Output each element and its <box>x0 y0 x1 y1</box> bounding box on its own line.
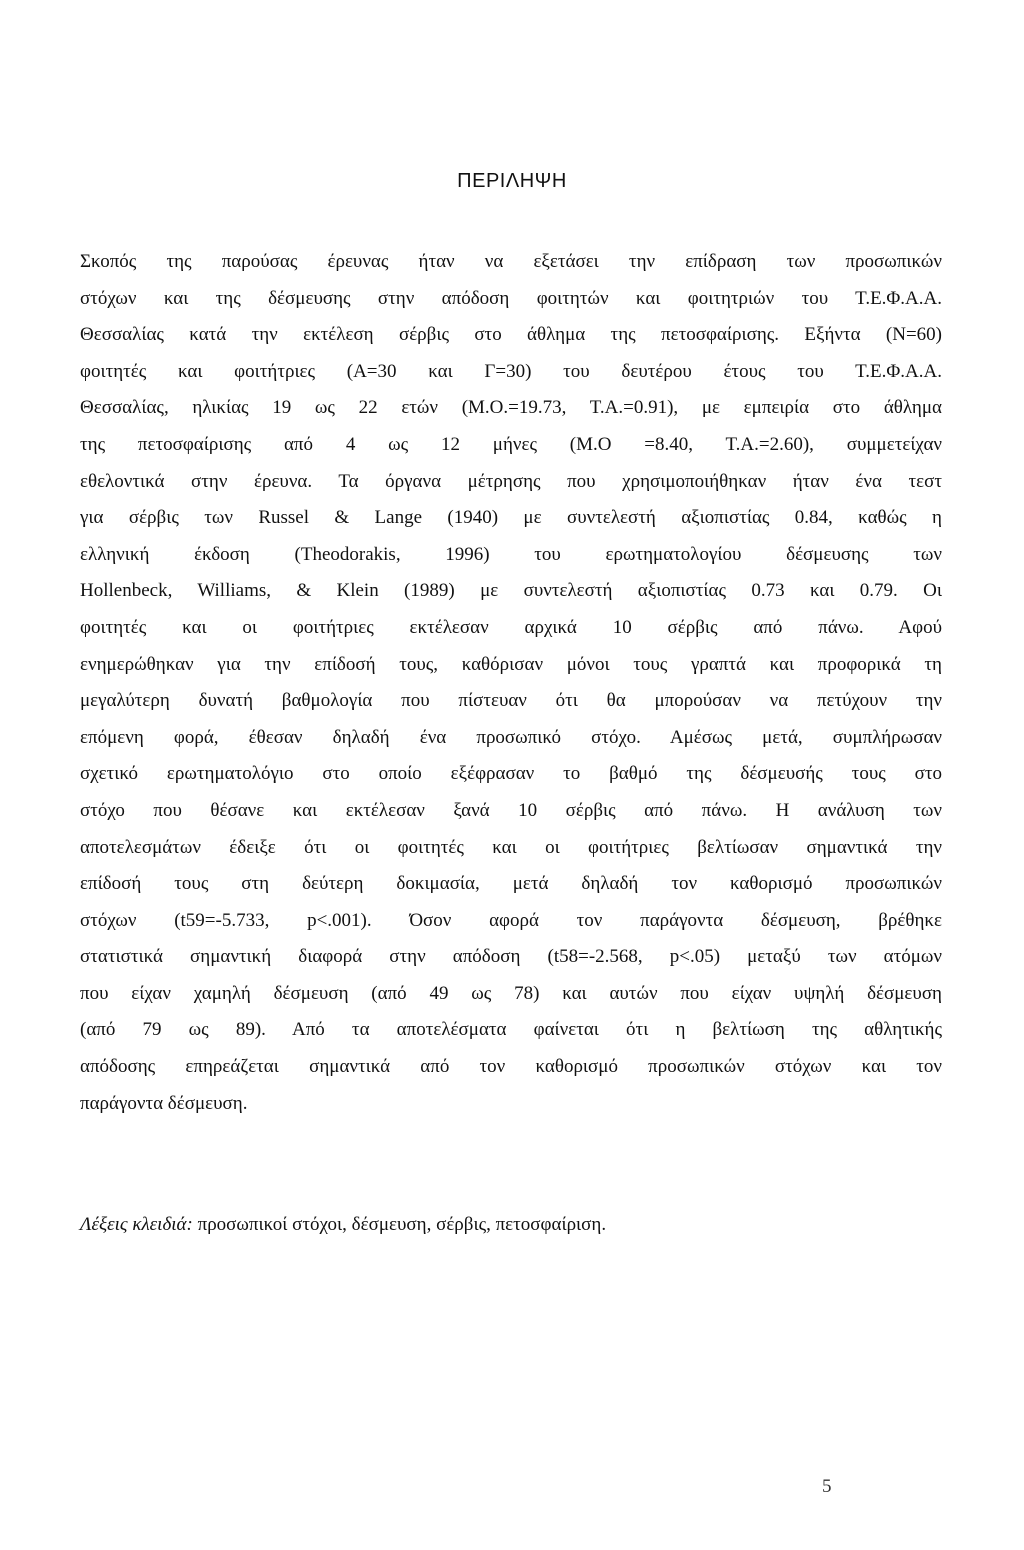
page-number: 5 <box>822 1476 832 1497</box>
keywords <box>80 1210 942 1240</box>
abstract-line: ελληνική έκδοση (Theodorakis, 1996) του ερωτηματολογίου δέσμευσης των <box>80 543 942 565</box>
abstract-line: εθελοντικά στην έρευνα. Τα όργανα μέτρησης που χρησιμοποιήθηκαν ήταν ένα τεστ <box>80 470 942 492</box>
abstract-line: απόδοσης επηρεάζεται σημαντικά από τον καθορισμό προσωπικών στόχων και τον <box>80 1056 942 1078</box>
abstract-paragraph <box>80 244 942 1122</box>
abstract-line: που είχαν χαμηλή δέσμευση (από 49 ως 78) και αυτών που είχαν υψηλή δέσμευση <box>80 982 942 1004</box>
abstract-line: επόμενη φορά, έθεσαν δηλαδή ένα προσωπικό στόχο. Αμέσως μετά, συμπλήρωσαν <box>80 726 942 748</box>
abstract-line: για σέρβις των Russel & Lange (1940) με συντελεστή αξιοπιστίας 0.84, καθώς η <box>80 507 942 529</box>
abstract-line: (από 79 ως 89). Από τα αποτελέσματα φαίνεται ότι η βελτίωση της αθλητικής <box>80 1019 942 1041</box>
abstract-line: στατιστικά σημαντική διαφορά στην απόδοση (t58=-2.568, p<.05) μεταξύ των ατόμων <box>80 946 942 968</box>
abstract-line: Θεσσαλίας κατά την εκτέλεση σέρβις στο άθλημα της πετοσφαίρισης. Εξήντα (Ν=60) <box>80 324 942 346</box>
abstract-line: ενημερώθηκαν για την επίδοσή τους, καθόρισαν μόνοι τους γραπτά και προφορικά τη <box>80 653 942 675</box>
abstract-line: επίδοσή τους στη δεύτερη δοκιμασία, μετά δηλαδή τον καθορισμό προσωπικών <box>80 873 942 895</box>
abstract-line: Hollenbeck, Williams, & Klein (1989) με συντελεστή αξιοπιστίας 0.73 και 0.79. Οι <box>80 580 942 602</box>
abstract-line: Θεσσαλίας, ηλικίας 19 ως 22 ετών (Μ.Ο.=19.73, Τ.Α.=0.91), με εμπειρία στο άθλημα <box>80 397 942 419</box>
abstract-line: στόχο που θέσανε και εκτέλεσαν ξανά 10 σέρβις από πάνω. Η ανάλυση των <box>80 799 942 821</box>
keywords-text: προσωπικοί στόχοι, δέσμευση, σέρβις, πετοσφαίριση. <box>192 1214 607 1235</box>
abstract-line: φοιτητές και οι φοιτήτριες εκτέλεσαν αρχικά 10 σέρβις από πάνω. Αφού <box>80 616 942 638</box>
abstract-line: της πετοσφαίρισης από 4 ως 12 μήνες (Μ.Ο =8.40, Τ.Α.=2.60), συμμετείχαν <box>80 433 942 455</box>
page-title: ΠΕΡΙΛΗΨΗ <box>457 170 567 192</box>
abstract-line: Σκοπός της παρούσας έρευνας ήταν να εξετάσει την επίδραση των προσωπικών <box>80 251 942 272</box>
abstract-line: μεγαλύτερη δυνατή βαθμολογία που πίστευαν ότι θα μπορούσαν να πετύχουν την <box>80 690 942 712</box>
abstract-line: παράγοντα δέσμευση. <box>80 1092 248 1114</box>
keywords-label: Λέξεις κλειδιά: <box>80 1214 193 1235</box>
abstract-line: αποτελεσμάτων έδειξε ότι οι φοιτητές και οι φοιτήτριες βελτίωσαν σημαντικά την <box>80 836 942 858</box>
abstract-line: φοιτητές και φοιτήτριες (Α=30 και Γ=30) του δευτέρου έτους του Τ.Ε.Φ.Α.Α. <box>80 360 942 382</box>
abstract-line: στόχων και της δέσμευσης στην απόδοση φοιτητών και φοιτητριών του Τ.Ε.Φ.Α.Α. <box>80 287 942 309</box>
abstract-line: στόχων (t59=-5.733, p<.001). Όσον αφορά τον παράγοντα δέσμευση, βρέθηκε <box>80 909 942 931</box>
abstract-line: σχετικό ερωτηματολόγιο στο οποίο εξέφρασαν το βαθμό της δέσμευσής τους στο <box>80 763 942 785</box>
